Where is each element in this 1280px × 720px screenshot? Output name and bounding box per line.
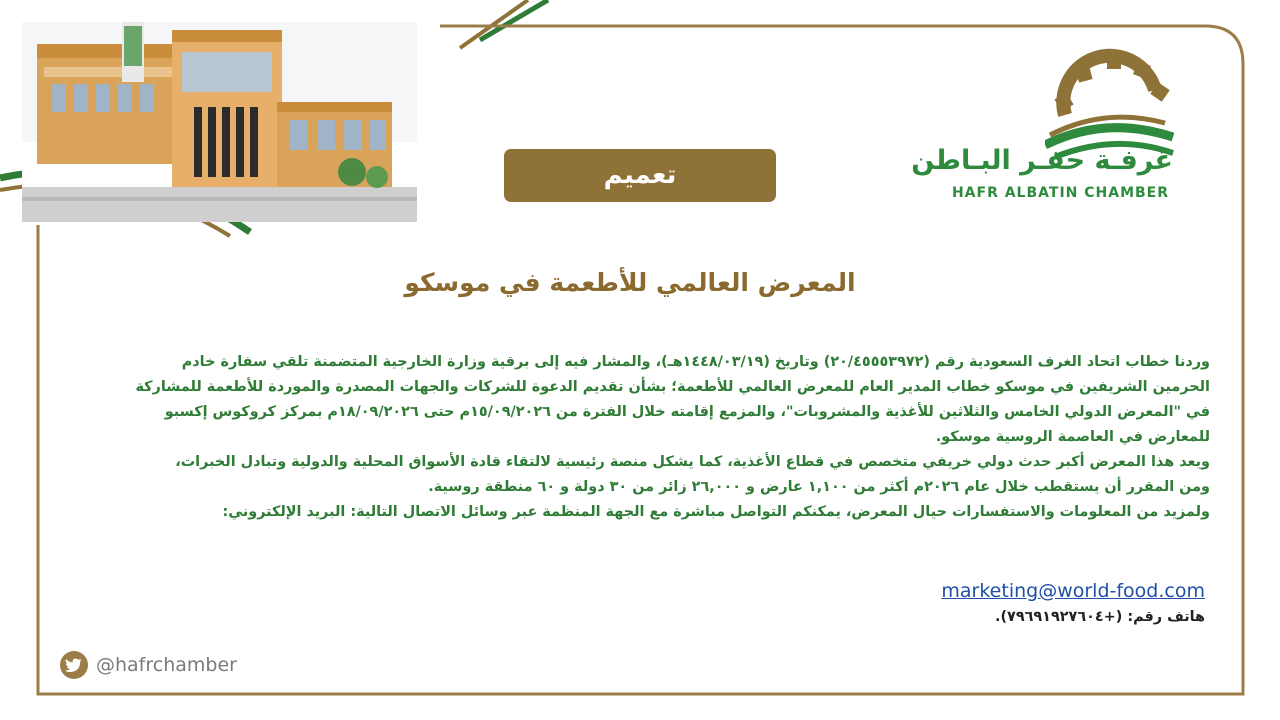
body-line: وردنا خطاب اتحاد الغرف السعودية رقم (٢٠/٤٥٥٥٣٩٧٢) وتاريخ (١٤٤٨/٠٣/١٩هـ)، والمشار فيه إلى برقية وزارة الخارجية المتضمنة تلقي سفارة خادم bbox=[181, 354, 1210, 370]
page-title: المعرض العالمي للأطعمة في موسكو bbox=[404, 268, 856, 297]
chamber-building-image bbox=[22, 22, 417, 222]
body-line: ويعد هذا المعرض أكبر حدث دولي خريفي متخصص في قطاع الأغذية، كما يشكل منصة رئيسية لالتقاء قادة الأسواق المحلية والدولية وتبادل الخبرات، bbox=[175, 454, 1210, 470]
body-line: الحرمين الشريفين في موسكو خطاب المدير العام للمعرض العالمي للأطعمة؛ بشأن تقديم الدعوة للشركات والجهات المصدرة والموردة للأطعمة للمشاركة bbox=[135, 379, 1210, 395]
twitter-bird-icon bbox=[60, 651, 88, 679]
chamber-logo bbox=[911, 45, 1240, 210]
logo-english-name: HAFR ALBATIN CHAMBER bbox=[951, 185, 1170, 201]
body-line: ومن المقرر أن يستقطب خلال عام ٢٠٢٦م أكثر من ١,١٠٠ عارض و ٢٦,٠٠٠ زائر من ٣٠ دولة و ٦٠ منطقة روسية. bbox=[428, 479, 1210, 495]
social-footer bbox=[60, 650, 237, 680]
logo-arabic-name: غرفـة حفـر البـاطن bbox=[911, 145, 1173, 176]
body-line: في "المعرض الدولي الخامس والثلاثين للأغذية والمشروبات"، والمزمع إقامته خلال الفترة من ١٥/٠٩/٢٠٢٦م حتى ١٨/٠٩/٢٠٢٦م بمركز كروكوس إكسبو bbox=[164, 404, 1210, 420]
phone-number: هاتف رقم: (+٧٩٦٩١٩٢٧٦٠٤). bbox=[995, 609, 1205, 625]
circular-badge: تعميم bbox=[504, 149, 776, 202]
body-line: ولمزيد من المعلومات والاستفسارات حيال المعرض، يمكنكم التواصل مباشرة مع الجهة المنظمة عبر وسائل الاتصال التالية: البريد الإلكتروني: bbox=[222, 504, 1210, 520]
body-line: للمعارض في العاصمة الروسية موسكو. bbox=[935, 429, 1210, 445]
email-link[interactable]: marketing@world-food.com bbox=[941, 580, 1205, 602]
announcement-body bbox=[60, 350, 1210, 525]
social-handle[interactable]: @hafrchamber bbox=[96, 654, 237, 676]
